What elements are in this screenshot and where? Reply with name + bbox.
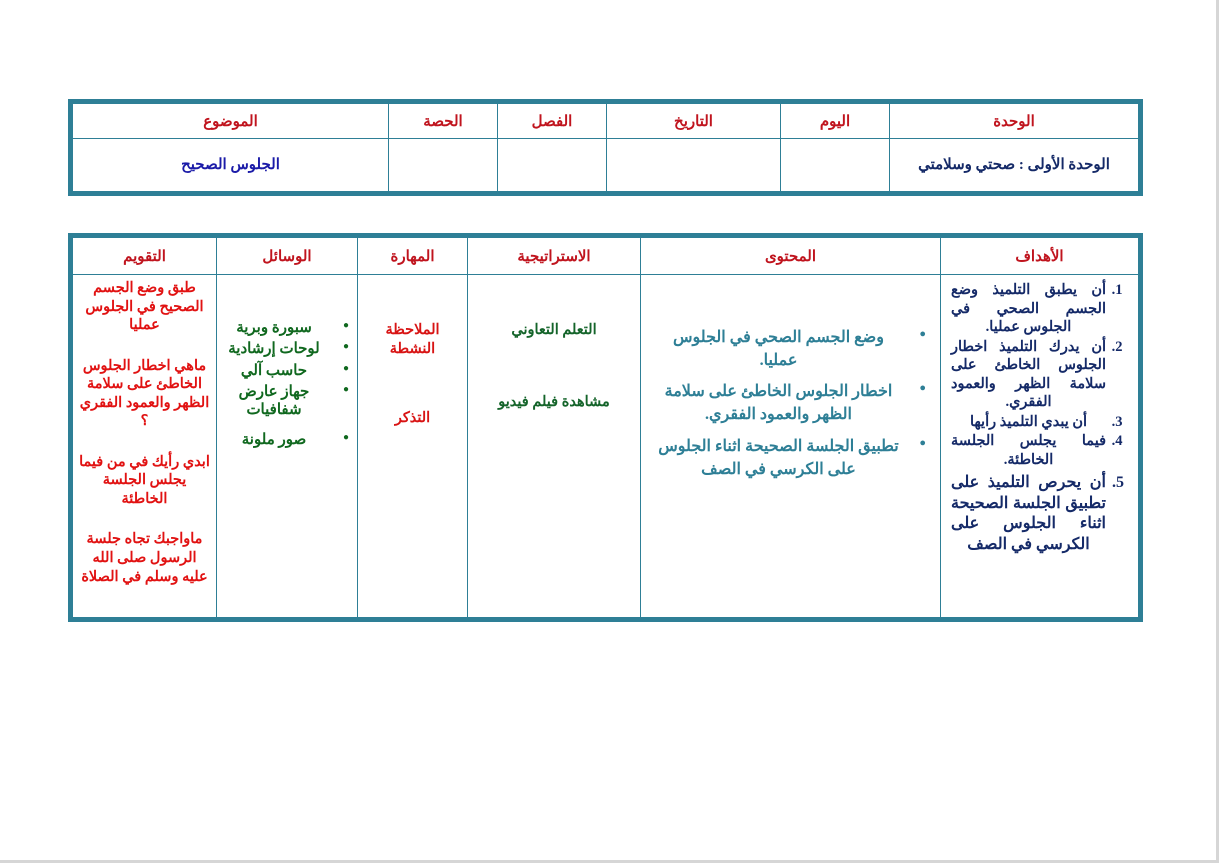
assessment-item: ماواجبك تجاه جلسة الرسول صلى الله عليه وسلم في الصلاة [81,531,208,585]
plan-cell-assessment [71,275,217,620]
strategy-wrapper [468,275,640,617]
content-wrapper [641,275,940,617]
objective-item: 1. أن يطبق التلميذ وضع الجسم الصحي في الجلوس عمليا. [951,281,1108,337]
skill-wrapper [358,275,467,617]
info-value-period[interactable] [389,139,498,194]
info-value-unit: الوحدة الأولى : صحتي وسلامتي [890,139,1141,194]
tool-item: ● سبورة وبرية [221,319,327,337]
objective-item: 3. أن يبدي التلميذ رأيها [951,413,1108,432]
plan-cell-skill [358,275,468,620]
objectives-wrapper [941,275,1138,617]
plan-header-content: المحتوى [641,236,941,275]
info-header-date: التاريخ [607,102,781,139]
lesson-info-table [68,99,1143,196]
assessment-item: ابدي رأيك في من فيما يجلس الجلسة الخاطئة [79,453,210,507]
info-value-day[interactable] [781,139,890,194]
info-header-class: الفصل [498,102,607,139]
assessment-wrapper [73,275,216,586]
objective-item: 2. أن يدرك التلميذ اخطار الجلوس الخاطئ على سلامة الظهر والعمود الفقري. [951,338,1108,412]
info-header-unit: الوحدة [890,102,1141,139]
strategy-item: مشاهدة فيلم فيديو [498,393,610,410]
plan-header-strategy: الاستراتيجية [468,236,641,275]
info-header-day: اليوم [781,102,890,139]
tools-list [217,275,357,450]
content-list [649,327,932,481]
plan-header-row [71,236,1141,275]
plan-header-skill: المهارة [358,236,468,275]
skill-item: التذكر [394,409,431,426]
plan-cell-content [641,275,941,620]
lesson-plan-table [68,233,1143,622]
objectives-list [949,281,1130,555]
tool-item: ● جهاز عارض شفافيات [221,383,327,420]
plan-header-tools: الوسائل [217,236,358,275]
assessment-item: طبق وضع الجسم الصحيح في الجلوس عمليا [85,280,204,334]
assessment-item: ماهي اخطار الجلوس الخاطئ على سلامة الظهر والعمود الفقري ؟ [79,357,210,430]
info-value-class[interactable] [498,139,607,194]
objective-item: 5. أن يحرص التلميذ على تطبيق الجلسة الصحيحة اثناء الجلوس على الكرسي في الصف [951,473,1108,555]
content-item: ● وضع الجسم الصحي في الجلوس عمليا. [655,327,906,372]
content-item: ● تطبيق الجلسة الصحيحة اثناء الجلوس على الكرسي في الصف [655,436,906,481]
plan-body-row [71,275,1141,620]
info-header-period: الحصة [389,102,498,139]
objective-item: 4. فيما يجلس الجلسة الخاطئة. [951,432,1108,469]
info-header-row [71,102,1141,139]
info-value-date[interactable] [607,139,781,194]
skill-item: الملاحظة النشطة [385,322,440,357]
tool-item: ● حاسب آلي [221,362,327,380]
tool-item: ● لوحات إرشادية [221,340,327,358]
plan-cell-objectives [941,275,1141,620]
plan-cell-tools [217,275,358,620]
info-value-row [71,139,1141,194]
plan-cell-strategy [468,275,641,620]
info-header-topic: الموضوع [71,102,389,139]
plan-header-objectives: الأهداف [941,236,1141,275]
info-value-topic: الجلوس الصحيح [71,139,389,194]
tool-item: ● صور ملونة [221,431,327,449]
plan-header-assessment: التقويم [71,236,217,275]
strategy-item: التعلم التعاوني [511,322,597,338]
content-item: ● اخطار الجلوس الخاطئ على سلامة الظهر والعمود الفقري. [655,381,906,426]
